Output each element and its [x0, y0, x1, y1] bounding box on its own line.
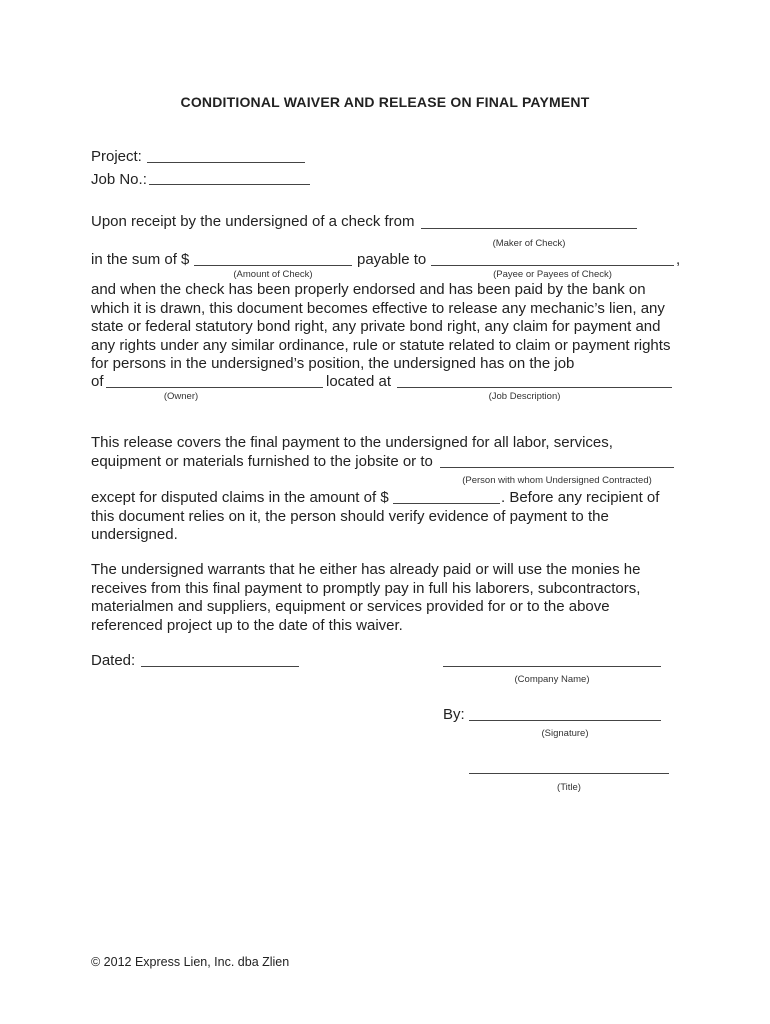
copyright-footer: © 2012 Express Lien, Inc. dba Zlien [91, 955, 290, 969]
maker-of-check-field[interactable] [421, 228, 637, 229]
paragraph-line: materialmen and suppliers, equipment or services provided for or to the above [91, 598, 610, 616]
by-label: By: [443, 706, 465, 723]
job-number-label: Job No.: [91, 171, 147, 188]
paragraph-line: The undersigned warrants that he either has already paid or will use the monies he [91, 561, 641, 578]
company-name-field[interactable] [443, 666, 661, 667]
person-caption: (Person with whom Undersigned Contracted) [462, 475, 652, 486]
job-number-field[interactable] [149, 184, 310, 185]
paragraph-line: for persons in the undersigned’s position, the undersigned has on the job [91, 355, 575, 373]
company-caption: (Company Name) [514, 674, 590, 685]
paragraph-line: referenced project up to the date of this waiver. [91, 616, 403, 634]
payee-field[interactable] [431, 265, 674, 266]
amount-caption: (Amount of Check) [233, 269, 313, 280]
disputed-amount-field[interactable] [393, 503, 500, 504]
job-description-caption: (Job Description) [488, 391, 561, 402]
title-field[interactable] [469, 773, 669, 774]
paragraph-line: state or federal statutory bond right, any private bond right, any claim for payment and [91, 318, 661, 336]
located-text: located at [326, 373, 392, 390]
disputed-text: except for disputed claims in the amount of $ [91, 489, 389, 506]
sum-text: in the sum of $ [91, 251, 190, 268]
release-line: equipment or materials furnished to the jobsite or to [91, 453, 433, 470]
paragraph-line: and when the check has been properly endorsed and has been paid by the bank on [91, 281, 646, 298]
project-field[interactable] [147, 162, 305, 163]
release-line: This release covers the final payment to the undersigned for all labor, services, [91, 434, 613, 451]
comma: , [676, 251, 681, 268]
paragraph-line: undersigned. [91, 526, 178, 544]
receipt-text: Upon receipt by the undersigned of a check from [91, 213, 415, 230]
paragraph-line: any rights under any similar ordinance, rule or statute related to claim or payment rights [91, 336, 671, 354]
dated-label: Dated: [91, 652, 136, 669]
signature-caption: (Signature) [541, 728, 589, 739]
of-text: of [91, 373, 104, 390]
project-label: Project: [91, 148, 142, 165]
amount-of-check-field[interactable] [194, 265, 352, 266]
paragraph-line: receives from this final payment to promptly pay in full his laborers, subcontractors, [91, 579, 641, 597]
before-text: . Before any recipient of [501, 489, 660, 506]
payable-text: payable to [357, 251, 427, 268]
paragraph-line: which it is drawn, this document becomes effective to release any mechanic’s lien, any [91, 299, 665, 317]
owner-field[interactable] [106, 387, 323, 388]
date-field[interactable] [141, 666, 299, 667]
payee-caption: (Payee or Payees of Check) [493, 269, 612, 280]
maker-caption: (Maker of Check) [492, 238, 566, 249]
document-title: CONDITIONAL WAIVER AND RELEASE ON FINAL PAYMENT [180, 94, 590, 110]
job-description-field[interactable] [397, 387, 672, 388]
contracted-person-field[interactable] [440, 467, 674, 468]
paragraph-line: this document relies on it, the person should verify evidence of payment to the [91, 507, 609, 525]
title-caption: (Title) [557, 782, 581, 793]
owner-caption: (Owner) [163, 391, 199, 402]
signature-field[interactable] [469, 720, 661, 721]
